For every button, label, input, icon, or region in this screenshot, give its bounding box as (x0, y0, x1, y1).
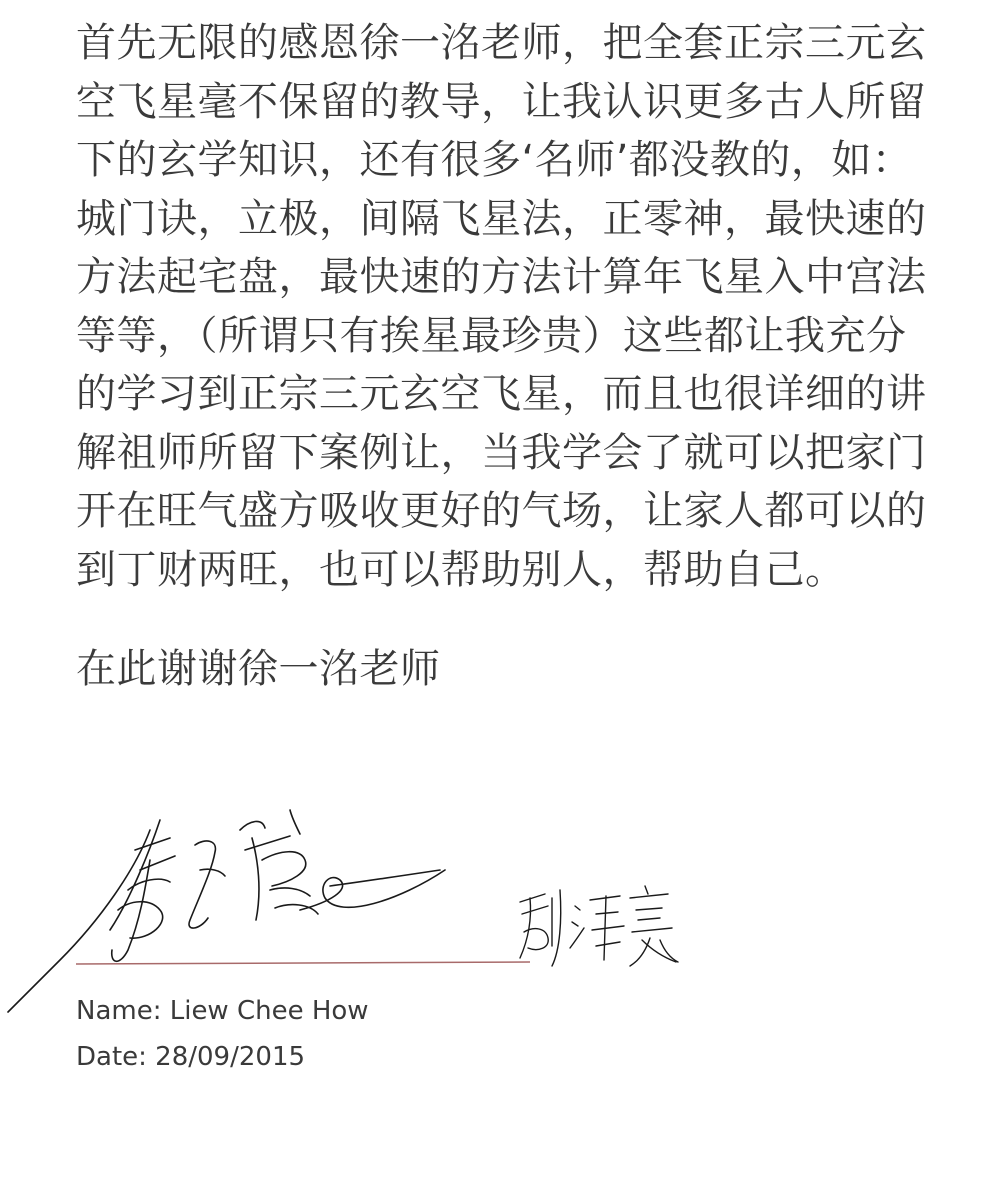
handwritten-signature (0, 790, 720, 1020)
letter-line: 开在旺气盛方吸收更好的气场，让家人都可以的 (76, 488, 927, 534)
letter-line: 下的玄学知识，还有很多‘名师’都没教的，如： (76, 137, 913, 183)
thanks-line: 在此谢谢徐一洺老师 (76, 646, 441, 692)
signature-scrawl (8, 810, 445, 1012)
letter-line: 首先无限的感恩徐一洺老师，把全套正宗三元玄 (76, 20, 927, 66)
letter-body (76, 14, 976, 599)
letter-line: 方法起宅盘，最快速的方法计算年飞星入中宫法 (76, 254, 927, 300)
signature-chinese-name (520, 886, 678, 966)
letter-line: 的学习到正宗三元玄空飞星，而且也很详细的讲 (76, 371, 927, 417)
letter-line: 空飞星毫不保留的教导，让我认识更多古人所留 (76, 78, 927, 125)
letter-line: 到丁财两旺，也可以帮助别人，帮助自己。 (76, 546, 846, 593)
letter-line: 城门诀，立极，间隔飞星法，正零神，最快速的 (76, 195, 927, 242)
signer-name: Name: Liew Chee How (76, 996, 369, 1026)
signed-date: Date: 28/09/2015 (76, 1042, 306, 1072)
letter-line: 等等，（所谓只有挨星最珍贵）这些都让我充分 (76, 312, 907, 359)
letter-line: 解祖师所留下案例让，当我学会了就可以把家门 (76, 429, 927, 476)
letter-paragraph (76, 14, 976, 599)
signature-line (76, 962, 530, 964)
